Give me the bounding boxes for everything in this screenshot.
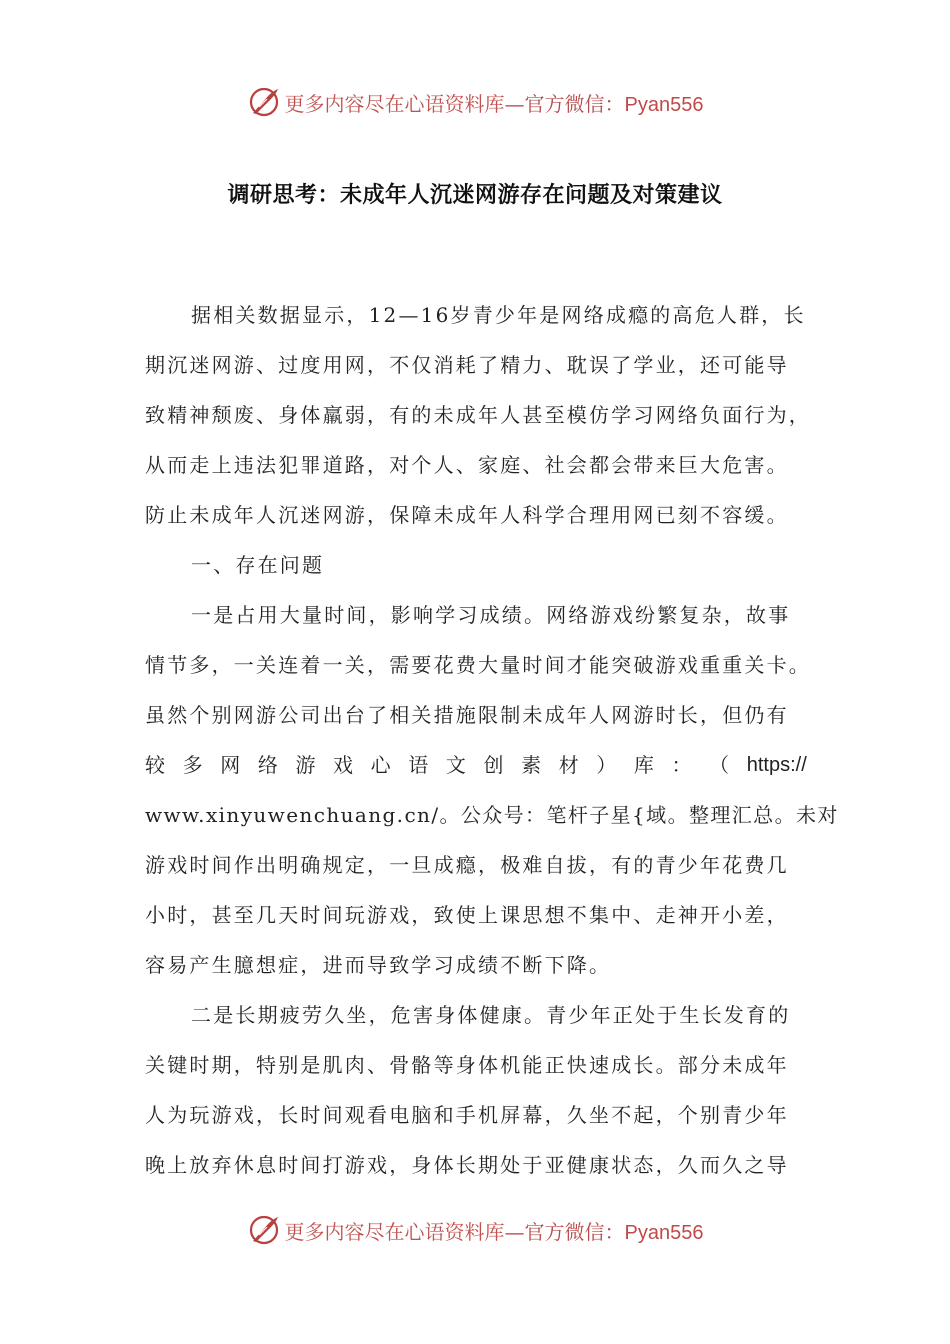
text-line: 防止未成年人沉迷网游，保障未成年人科学合理用网已刻不容缓。 bbox=[145, 503, 789, 527]
text-char: 库 bbox=[633, 753, 654, 777]
footer-banner bbox=[0, 1208, 950, 1252]
text-line: 从而走上违法犯罪道路，对个人、家庭、社会都会带来巨大危害。 bbox=[145, 453, 789, 477]
quill-logo-icon bbox=[247, 1213, 281, 1247]
quill-logo-icon bbox=[247, 85, 281, 119]
banner-brand: 更多内容尽在心语资料库 bbox=[284, 1219, 505, 1244]
text-char: 素 bbox=[521, 753, 542, 777]
banner-official: 官方微信： bbox=[524, 91, 625, 116]
text-char: 材 bbox=[558, 753, 579, 777]
text-char: 络 bbox=[257, 753, 278, 777]
text-line: 二是长期疲劳久坐，危害身体健康。青少年正处于生长发育的 bbox=[191, 1003, 791, 1027]
text-char: 较 bbox=[145, 753, 165, 777]
text-line: 小时，甚至几天时间玩游戏，致使上课思想不集中、走神开小差， bbox=[145, 903, 789, 927]
text-char: ： bbox=[671, 753, 692, 777]
url-fragment: https:// bbox=[746, 754, 807, 776]
text-line: 关键时期，特别是肌肉、骨骼等身体机能正快速成长。部分未成年 bbox=[145, 1053, 789, 1077]
section-heading: 一、存在问题 bbox=[191, 553, 325, 577]
text-char: 创 bbox=[483, 753, 504, 777]
text-line: 游戏时间作出明确规定，一旦成瘾，极难自拔，有的青少年花费几 bbox=[145, 853, 789, 877]
text-char: 文 bbox=[445, 753, 466, 777]
text-char: 戏 bbox=[333, 753, 354, 777]
text-line: 容易产生臆想症，进而导致学习成绩不断下降。 bbox=[145, 953, 612, 977]
text-line: 一是占用大量时间，影响学习成绩。网络游戏纷繁复杂，故事 bbox=[191, 603, 791, 627]
text-line: 致精神颓废、身体羸弱，有的未成年人甚至模仿学习网络负面行为， bbox=[145, 403, 811, 427]
document-title: 调研思考：未成年人沉迷网游存在问题及对策建议 bbox=[227, 182, 723, 208]
text-line: 期沉迷网游、过度用网，不仅消耗了精力、耽误了学业，还可能导 bbox=[145, 353, 789, 377]
header-banner bbox=[0, 80, 950, 124]
banner-wechat-id: Pyan556 bbox=[624, 93, 704, 116]
text-char: （ bbox=[709, 753, 730, 777]
text-char: 语 bbox=[408, 753, 429, 777]
text-char: 游 bbox=[295, 753, 316, 777]
banner-wechat-id: Pyan556 bbox=[624, 1221, 704, 1244]
text-char: ） bbox=[596, 753, 617, 777]
text-line: 晚上放弃休息时间打游戏，身体长期处于亚健康状态，久而久之导 bbox=[145, 1153, 789, 1177]
justified-text-line bbox=[145, 740, 807, 790]
banner-text bbox=[285, 88, 704, 117]
banner-brand: 更多内容尽在心语资料库 bbox=[284, 91, 505, 116]
text-line: www.xinyuwenchuang.cn/。公众号：笔杆子星{域。整理汇总。未对 bbox=[145, 803, 839, 827]
document-body bbox=[145, 290, 839, 1190]
banner-text bbox=[285, 1216, 704, 1245]
text-line: 虽然个别网游公司出台了相关措施限制未成年人网游时长，但仍有 bbox=[145, 703, 789, 727]
text-line: 据相关数据显示，12—16岁青少年是网络成瘾的高危人群，长 bbox=[191, 303, 806, 327]
banner-official: 官方微信： bbox=[524, 1219, 625, 1244]
text-line: 情节多，一关连着一关，需要花费大量时间才能突破游戏重重关卡。 bbox=[145, 653, 811, 677]
text-char: 多 bbox=[182, 753, 203, 777]
banner-separator: — bbox=[504, 91, 525, 116]
text-char: 网 bbox=[220, 753, 241, 777]
text-line: 人为玩游戏，长时间观看电脑和手机屏幕，久坐不起，个别青少年 bbox=[145, 1103, 789, 1127]
banner-separator: — bbox=[504, 1219, 525, 1244]
text-char: 心 bbox=[370, 753, 391, 777]
